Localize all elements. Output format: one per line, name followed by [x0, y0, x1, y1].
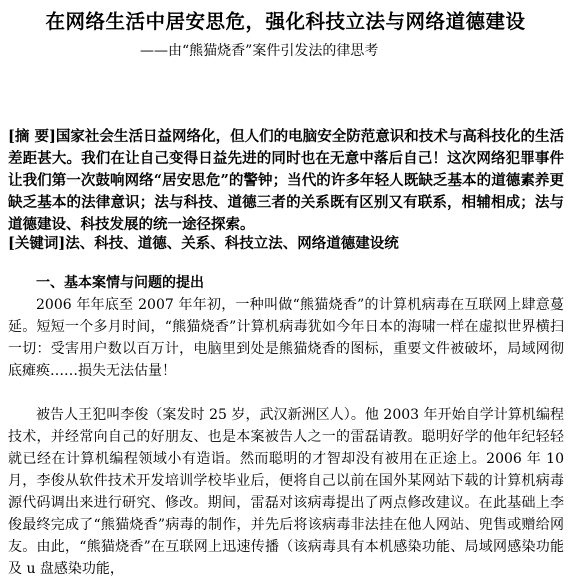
- document-subtitle: ——由“熊猫烧香”案件引发法的律思考: [140, 43, 379, 59]
- abstract-tag: [摘 要]: [8, 128, 56, 145]
- keywords-block: [8, 232, 564, 253]
- abstract-text: 国家社会生活日益网络化，但人们的电脑安全防范意识和技术与高科技化的生活差距甚大。我们在让自己变得日益先进的同时也在无意中落后自己！这次网络犯罪事件让我们第一次鼓响网络“居安思危”的警钟；当代的许多年轻人既缺乏基本的道德素养更缺乏基本的法律意识；法与科技、道德三者的关系既有区别又有联系，相辅相成；法与道德建设、科技发展的统一途径探索。: [8, 128, 564, 233]
- abstract-block: [8, 126, 564, 236]
- keywords-tag: [关键词]: [8, 235, 66, 252]
- body-paragraph: 2006 年年底至 2007 年年初，一种叫做“熊猫烧香”的计算机病毒在互联网上肆意蔓延。短短一个多月时间，“熊猫烧香”计算机病毒犹如今年日本的海啸一样在虚拟世界横扫一切：受害用户数以百万计，电脑里到处是熊猫烧香的图标，重要文件被破坏，局域网彻底瘫痪……损失无法估量！: [8, 297, 564, 379]
- body-paragraph: 被告人王犯叫李俊（案发时 25 岁，武汉新洲区人）。他 2003 年开始自学计算机编程技术，并经常向自己的好朋友、也是本案被告人之一的雷磊请教。聪明好学的他年纪轻轻就已经在计算机编程领域小有造诣。然而聪明的才智却没有被用在正途上。2006 年 10 月，李俊从软件技术开发培训学校毕业后，便将自己以前在国外某网站下载的计算机病毒源代码调出来进行研究、修改。期间，雷磊对该病毒提出了两点修改建议。在此基础上李俊最终完成了“熊猫烧香”病毒的制作，并先后将该病毒非法挂在他人网站、兜售或赠给网友。由此，“熊猫烧香”在互联网上迅速传播（该病毒具有本机感染功能、局域网感染功能及 u 盘感染功能，: [8, 407, 564, 577]
- section-heading: 一、基本案情与问题的提出: [36, 275, 204, 291]
- document-title: 在网络生活中居安思危，强化科技立法与网络道德建设: [45, 10, 526, 33]
- keywords-text: 法、科技、道德、关系、科技立法、网络道德建设统: [65, 235, 399, 252]
